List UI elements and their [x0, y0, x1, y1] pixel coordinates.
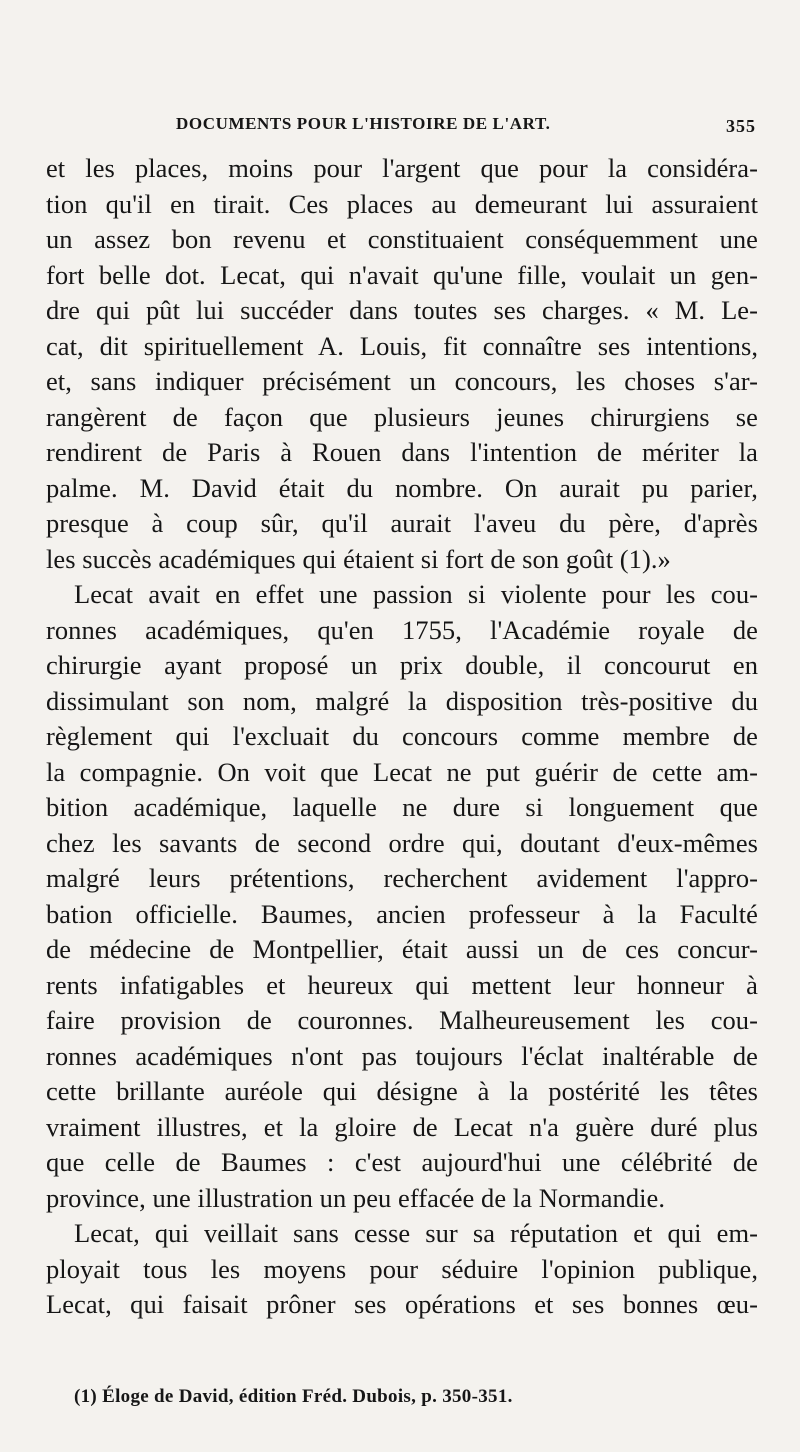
text-line: cat, dit spirituellement A. Louis, fit connaître ses intentions,	[46, 330, 758, 361]
text-line: bation officielle. Baumes, ancien professeur à la Faculté	[46, 898, 758, 929]
text-line: dre qui pût lui succéder dans toutes ses charges. « M. Le-	[46, 295, 758, 325]
text-line: et les places, moins pour l'argent que pour la considéra-	[46, 153, 758, 183]
text-line: palme. M. David était du nombre. On aurait pu parier,	[46, 472, 758, 503]
text-line: ronnes académiques n'ont pas toujours l'éclat inaltérable de	[46, 1040, 758, 1071]
text-line: faire provision de couronnes. Malheureusement les cou-	[46, 1005, 758, 1035]
footnote: (1) Éloge de David, édition Fréd. Dubois, p. 350-351.	[74, 1386, 513, 1407]
text-line: de médecine de Montpellier, était aussi un de ces concur-	[46, 934, 758, 964]
text-line: rendirent de Paris à Rouen dans l'intention de mériter la	[46, 437, 758, 467]
text-line: tion qu'il en tirait. Ces places au demeurant lui assuraient	[46, 188, 758, 219]
text-line: malgré leurs prétentions, recherchent avidement l'appro-	[46, 863, 758, 893]
text-line: et, sans indiquer précisément un concours, les choses s'ar-	[46, 366, 758, 396]
text-line: province, une illustration un peu effacée de la Normandie.	[46, 1182, 666, 1213]
text-line: rangèrent de façon que plusieurs jeunes chirurgiens se	[46, 401, 758, 432]
text-line: chez les savants de second ordre qui, doutant d'eux-mêmes	[46, 827, 758, 858]
running-title: DOCUMENTS POUR L'HISTOIRE DE L'ART.	[176, 114, 551, 133]
text-line: la compagnie. On voit que Lecat ne put guérir de cette am-	[46, 756, 758, 787]
text-line: vraiment illustres, et la gloire de Lecat n'a guère duré plus	[46, 1111, 758, 1142]
text-line: bition académique, laquelle ne dure si longuement que	[46, 792, 758, 822]
running-head	[176, 114, 756, 144]
text-line: que celle de Baumes : c'est aujourd'hui une célébrité de	[46, 1147, 758, 1177]
text-line: ployait tous les moyens pour séduire l'opinion publique,	[46, 1253, 758, 1284]
text-line: dissimulant son nom, malgré la disposition très-positive du	[46, 685, 758, 716]
text-line: Lecat, qui faisait prôner ses opérations et ses bonnes œu-	[46, 1289, 758, 1319]
text-line: chirurgie ayant proposé un prix double, il concourut en	[46, 650, 758, 680]
text-line: un assez bon revenu et constituaient conséquemment une	[46, 224, 758, 254]
text-line: presque à coup sûr, qu'il aurait l'aveu du père, d'après	[46, 508, 758, 538]
page-number: 355	[726, 116, 756, 136]
text-line: cette brillante auréole qui désigne à la postérité les têtes	[46, 1076, 758, 1106]
text-line: Lecat, qui veillait sans cesse sur sa réputation et qui em-	[74, 1218, 758, 1248]
text-line: ronnes académiques, qu'en 1755, l'Académie royale de	[46, 614, 758, 645]
text-line: règlement qui l'excluait du concours comme membre de	[46, 721, 758, 751]
text-line: fort belle dot. Lecat, qui n'avait qu'une fille, voulait un gen-	[46, 259, 758, 290]
body-text	[46, 151, 758, 1323]
text-line: Lecat avait en effet une passion si violente pour les cou-	[74, 579, 758, 609]
text-line: les succès académiques qui étaient si fort de son goût (1).»	[46, 543, 671, 574]
text-line: rents infatigables et heureux qui mettent leur honneur à	[46, 969, 758, 1000]
